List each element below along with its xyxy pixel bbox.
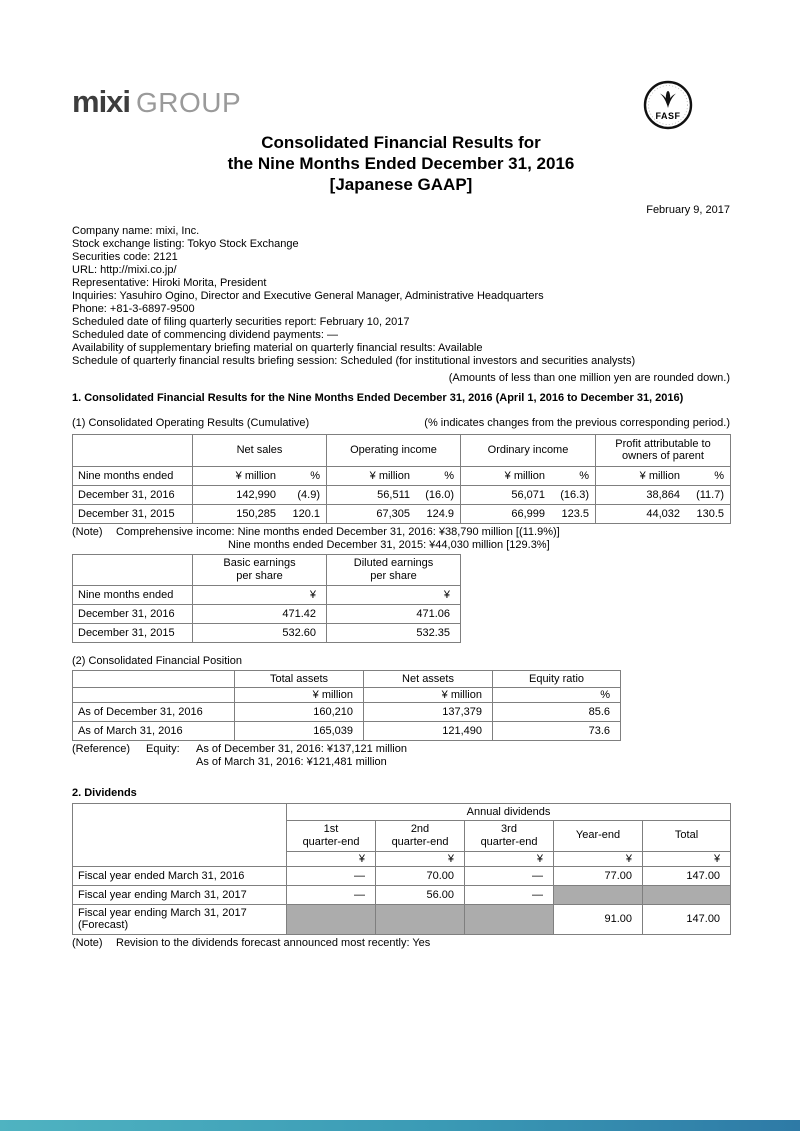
empty-header-cell bbox=[73, 554, 193, 585]
mixi-wordmark: mixi bbox=[72, 84, 131, 119]
dividend-value: 147.00 bbox=[643, 866, 731, 885]
empty-cell bbox=[73, 687, 235, 702]
reference-text: As of March 31, 2016: ¥121,481 million bbox=[196, 755, 387, 768]
column-header: 2nd quarter-end bbox=[376, 820, 465, 851]
company-info bbox=[72, 225, 730, 368]
unit-row bbox=[73, 466, 731, 485]
title-line-3: [Japanese GAAP] bbox=[329, 175, 473, 194]
info-line: Representative: Hiroki Morita, President bbox=[72, 277, 267, 289]
row-label: December 31, 2015 bbox=[73, 504, 193, 523]
period-label: Nine months ended bbox=[73, 585, 193, 604]
equity-label: Equity: bbox=[146, 742, 180, 755]
column-header: Net sales bbox=[193, 434, 327, 466]
table-cell bbox=[461, 466, 596, 485]
unit-row bbox=[73, 687, 621, 702]
shaded-cell bbox=[376, 904, 465, 934]
shaded-cell bbox=[643, 885, 731, 904]
empty-header-cell bbox=[73, 670, 235, 687]
percent: 120.1 bbox=[292, 507, 320, 520]
unit-yen: ¥ bbox=[193, 585, 327, 604]
dividend-value: — bbox=[465, 885, 554, 904]
table-row bbox=[73, 504, 731, 523]
column-header: Basic earnings per share bbox=[193, 554, 327, 585]
dividend-value: — bbox=[465, 866, 554, 885]
amount: 66,999 bbox=[511, 507, 545, 520]
row-label: As of December 31, 2016 bbox=[73, 702, 235, 721]
info-line: Phone: +81-3-6897-9500 bbox=[72, 303, 195, 315]
unit-amount: ¥ million bbox=[235, 687, 364, 702]
column-header: Year-end bbox=[554, 820, 643, 851]
row-label: Fiscal year ended March 31, 2016 bbox=[73, 866, 287, 885]
fasf-label: FASF bbox=[655, 111, 681, 121]
unit-yen: ¥ bbox=[554, 851, 643, 866]
financial-position-caption: (2) Consolidated Financial Position bbox=[72, 654, 242, 667]
percent: 130.5 bbox=[696, 507, 724, 520]
operating-results-table bbox=[72, 434, 731, 524]
percent: 124.9 bbox=[426, 507, 454, 520]
dividends-table bbox=[72, 803, 731, 935]
equity-reference bbox=[72, 743, 730, 769]
caption-left: (1) Consolidated Operating Results (Cumulative) bbox=[72, 416, 310, 429]
section1-heading: 1. Consolidated Financial Results for the Nine Months Ended December 31, 2016 (April 1, 2016 to December 31, 2016) bbox=[72, 392, 684, 404]
table-cell bbox=[327, 504, 461, 523]
shaded-cell bbox=[465, 904, 554, 934]
unit-percent: % bbox=[493, 687, 621, 702]
report-date: February 9, 2017 bbox=[646, 204, 730, 216]
amount: 56,511 bbox=[377, 488, 410, 501]
amount: 471.42 bbox=[193, 604, 327, 623]
row-label: Fiscal year ending March 31, 2017 (Forecast) bbox=[73, 904, 287, 934]
unit-amount: ¥ million bbox=[639, 469, 680, 482]
note-label: (Note) bbox=[72, 525, 103, 538]
info-line: Scheduled date of commencing dividend payments: — bbox=[72, 329, 338, 341]
info-line: Scheduled date of filing quarterly securities report: February 10, 2017 bbox=[72, 316, 410, 328]
percent: 73.6 bbox=[493, 721, 621, 740]
document-content bbox=[72, 0, 730, 950]
unit-yen: ¥ bbox=[643, 851, 731, 866]
table-header-row bbox=[73, 670, 621, 687]
amount: 150,285 bbox=[236, 507, 276, 520]
table-cell bbox=[193, 485, 327, 504]
table-cell bbox=[596, 466, 731, 485]
unit-amount: ¥ million bbox=[235, 469, 276, 482]
dividends-note bbox=[72, 937, 730, 950]
column-header: Net assets bbox=[364, 670, 493, 687]
unit-yen: ¥ bbox=[287, 851, 376, 866]
info-line: Availability of supplementary briefing material on quarterly financial results: Available bbox=[72, 342, 483, 354]
table-row bbox=[73, 885, 731, 904]
table-row bbox=[73, 485, 731, 504]
note-text: Nine months ended December 31, 2015: ¥44,030 million [129.3%] bbox=[228, 538, 550, 551]
unit-row bbox=[73, 585, 461, 604]
empty-header-cell bbox=[73, 434, 193, 466]
info-line: Stock exchange listing: Tokyo Stock Exchange bbox=[72, 238, 299, 250]
unit-percent: % bbox=[310, 469, 320, 482]
amount: 532.35 bbox=[327, 623, 461, 642]
unit-amount: ¥ million bbox=[504, 469, 545, 482]
shaded-cell bbox=[554, 885, 643, 904]
table-cell bbox=[193, 504, 327, 523]
amount: 532.60 bbox=[193, 623, 327, 642]
reference-text: As of December 31, 2016: ¥137,121 million bbox=[196, 742, 407, 755]
dividend-value: — bbox=[287, 885, 376, 904]
unit-amount: ¥ million bbox=[369, 469, 410, 482]
shaded-cell bbox=[287, 904, 376, 934]
group-wordmark: GROUP bbox=[136, 87, 242, 118]
rounding-note: (Amounts of less than one million yen are rounded down.) bbox=[448, 372, 730, 384]
dividend-value: 70.00 bbox=[376, 866, 465, 885]
table-cell bbox=[327, 466, 461, 485]
unit-yen: ¥ bbox=[376, 851, 465, 866]
table-cell bbox=[461, 485, 596, 504]
dividend-value: 91.00 bbox=[554, 904, 643, 934]
info-line: Securities code: 2121 bbox=[72, 251, 178, 263]
table-row bbox=[73, 721, 621, 740]
unit-percent: % bbox=[579, 469, 589, 482]
table-cell bbox=[327, 485, 461, 504]
amount: 471.06 bbox=[327, 604, 461, 623]
percent: (16.3) bbox=[560, 488, 589, 501]
financial-position-table bbox=[72, 670, 621, 741]
document-title bbox=[72, 132, 730, 195]
table-header-row bbox=[73, 434, 731, 466]
unit-percent: % bbox=[444, 469, 454, 482]
amount: 137,379 bbox=[364, 702, 493, 721]
unit-percent: % bbox=[714, 469, 724, 482]
reference-label: (Reference) bbox=[72, 742, 131, 755]
table-cell bbox=[596, 485, 731, 504]
column-header: Diluted earnings per share bbox=[327, 554, 461, 585]
percent: (4.9) bbox=[297, 488, 320, 501]
amount: 67,305 bbox=[376, 507, 410, 520]
amount: 160,210 bbox=[235, 702, 364, 721]
amount: 121,490 bbox=[364, 721, 493, 740]
table-row bbox=[73, 866, 731, 885]
title-line-1: Consolidated Financial Results for bbox=[261, 133, 541, 152]
table-row bbox=[73, 702, 621, 721]
unit-yen: ¥ bbox=[465, 851, 554, 866]
table-cell bbox=[193, 466, 327, 485]
percent: (16.0) bbox=[425, 488, 454, 501]
table-row bbox=[73, 904, 731, 934]
table-header-row bbox=[73, 554, 461, 585]
caption-right: (% indicates changes from the previous corresponding period.) bbox=[424, 416, 730, 429]
table-row bbox=[73, 604, 461, 623]
amount: 142,990 bbox=[236, 488, 276, 501]
row-label: As of March 31, 2016 bbox=[73, 721, 235, 740]
table-cell bbox=[461, 504, 596, 523]
table-row bbox=[73, 623, 461, 642]
group-header: Annual dividends bbox=[287, 803, 731, 820]
eps-table bbox=[72, 554, 461, 643]
unit-yen: ¥ bbox=[327, 585, 461, 604]
mixi-group-logo bbox=[72, 84, 730, 120]
amount: 38,864 bbox=[646, 488, 680, 501]
dividend-value: — bbox=[287, 866, 376, 885]
info-line: Inquiries: Yasuhiro Ogino, Director and Executive General Manager, Administrative Headquarters bbox=[72, 290, 544, 302]
column-header: Equity ratio bbox=[493, 670, 621, 687]
table-header-row bbox=[73, 803, 731, 820]
unit-amount: ¥ million bbox=[364, 687, 493, 702]
period-label: Nine months ended bbox=[73, 466, 193, 485]
note-text: Comprehensive income: Nine months ended December 31, 2016: ¥38,790 million [(11.9%)] bbox=[116, 525, 560, 538]
column-header: 1st quarter-end bbox=[287, 820, 376, 851]
column-header: Ordinary income bbox=[461, 434, 596, 466]
footer-accent-bar bbox=[0, 1120, 800, 1131]
row-label: Fiscal year ending March 31, 2017 bbox=[73, 885, 287, 904]
row-label: December 31, 2015 bbox=[73, 623, 193, 642]
info-line: Company name: mixi, Inc. bbox=[72, 225, 200, 237]
percent: (11.7) bbox=[696, 488, 724, 501]
operating-results-caption bbox=[72, 417, 730, 430]
percent: 85.6 bbox=[493, 702, 621, 721]
note-label: (Note) bbox=[72, 936, 103, 949]
amount: 44,032 bbox=[646, 507, 680, 520]
info-line: Schedule of quarterly financial results briefing session: Scheduled (for institutional investors and securities analysts) bbox=[72, 355, 636, 367]
table-cell bbox=[596, 504, 731, 523]
column-header: Operating income bbox=[327, 434, 461, 466]
amount: 56,071 bbox=[511, 488, 545, 501]
column-header: Profit attributable to owners of parent bbox=[596, 434, 731, 466]
percent: 123.5 bbox=[561, 507, 589, 520]
empty-header-cell bbox=[73, 803, 287, 866]
info-line: URL: http://mixi.co.jp/ bbox=[72, 264, 177, 276]
column-header: Total bbox=[643, 820, 731, 851]
column-header: 3rd quarter-end bbox=[465, 820, 554, 851]
dividend-value: 56.00 bbox=[376, 885, 465, 904]
title-line-2: the Nine Months Ended December 31, 2016 bbox=[227, 154, 575, 173]
section2-heading: 2. Dividends bbox=[72, 786, 137, 799]
comprehensive-income-note bbox=[72, 526, 730, 552]
amount: 165,039 bbox=[235, 721, 364, 740]
dividend-value: 147.00 bbox=[643, 904, 731, 934]
dividend-value: 77.00 bbox=[554, 866, 643, 885]
column-header: Total assets bbox=[235, 670, 364, 687]
row-label: December 31, 2016 bbox=[73, 485, 193, 504]
note-text: Revision to the dividends forecast announced most recently: Yes bbox=[116, 936, 431, 949]
row-label: December 31, 2016 bbox=[73, 604, 193, 623]
